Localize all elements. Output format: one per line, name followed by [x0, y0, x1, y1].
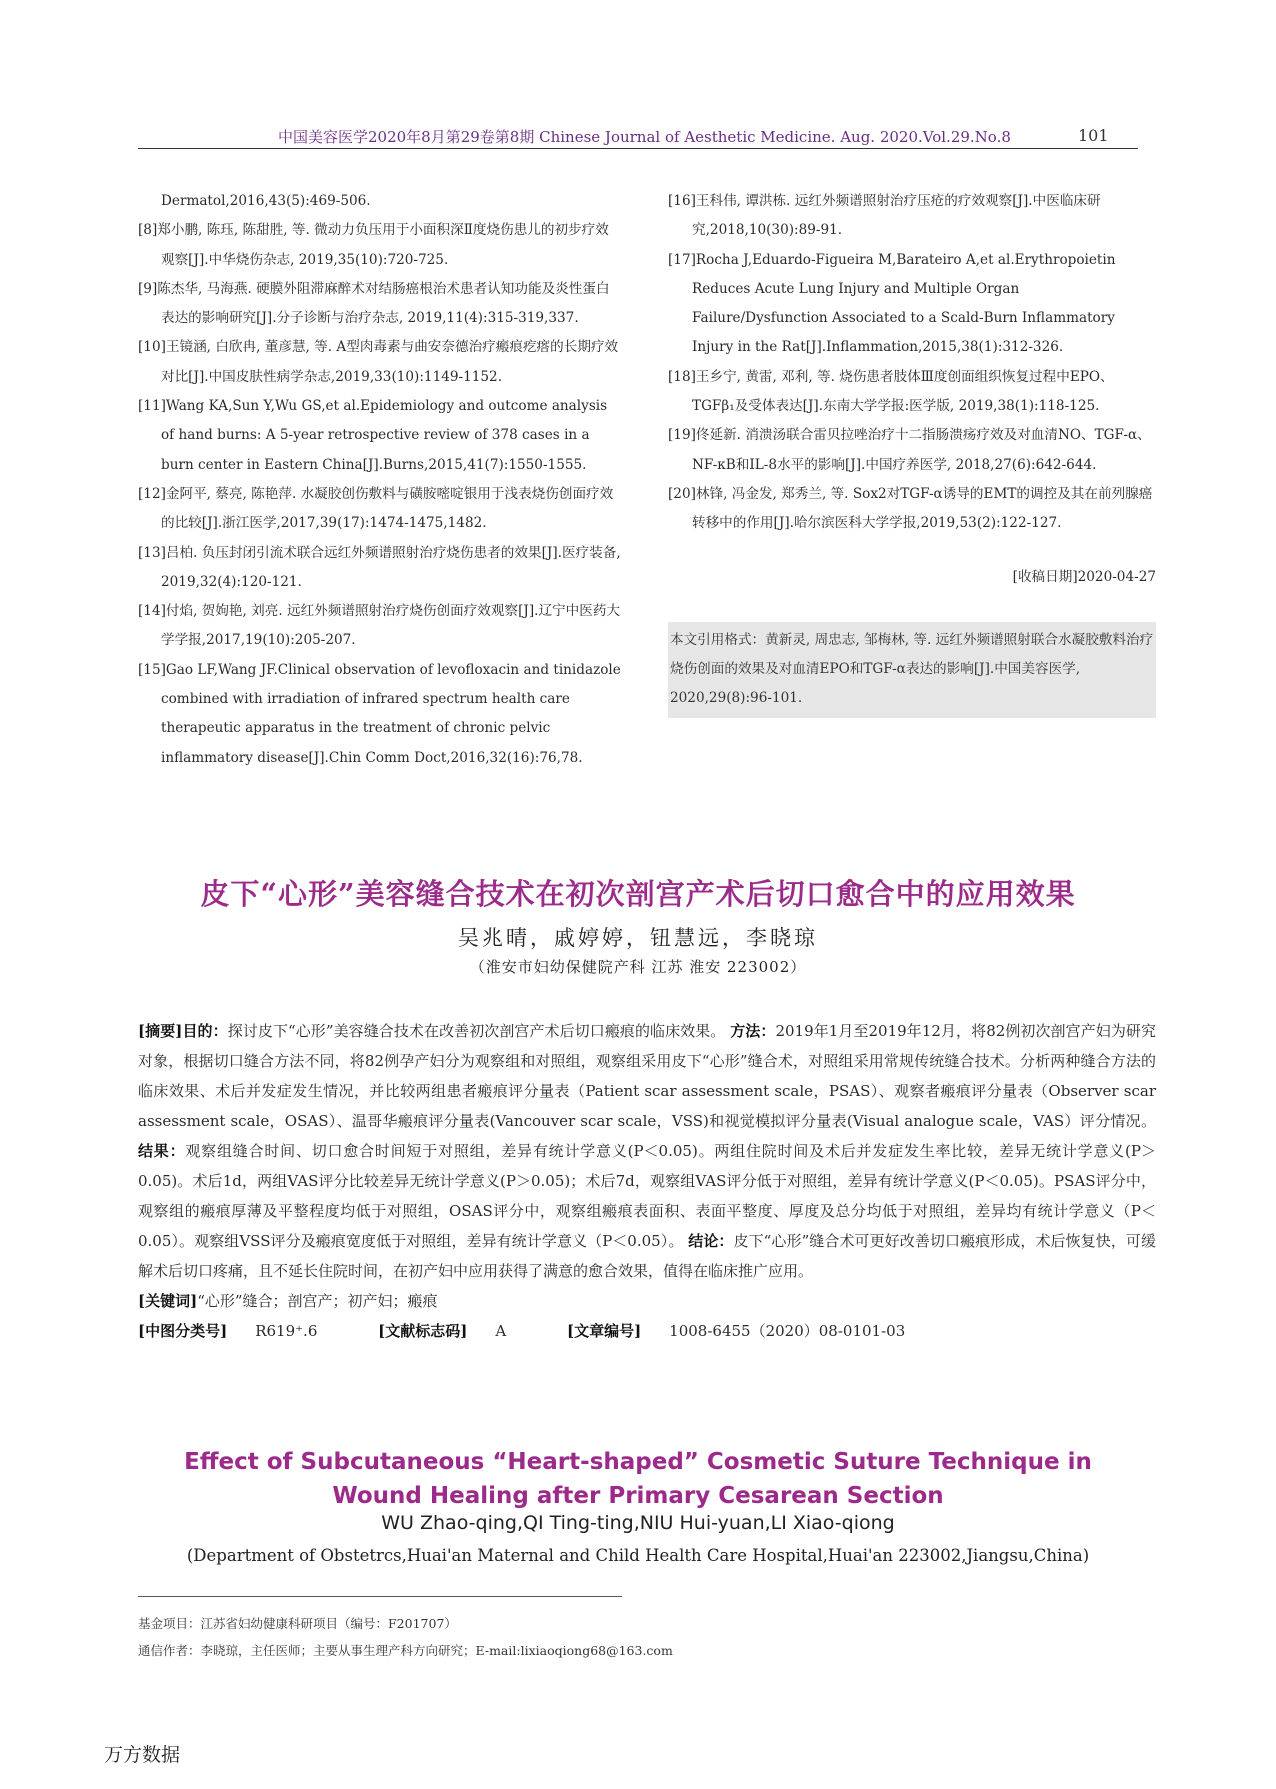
- keywords-line: [138, 1286, 1156, 1316]
- reference-item: [10]王镜涵, 白欣冉, 董彦慧, 等. A型肉毒素与曲安奈德治疗瘢痕疙瘩的长期疗效对比[J].中国皮肤性病学杂志,2019,33(10):1149-1152.: [138, 339, 619, 385]
- article-no-value: 1008-6455（2020）08-0101-03: [669, 1322, 906, 1340]
- reference-item: [11]Wang KA,Sun Y,Wu GS,et al.Epidemiology and outcome analysis of hand burns: A 5-year retrospective review of 378 cases in a burn center in Eastern China[J].Burns,2015,41(7):1550-1555.: [138, 398, 608, 473]
- running-header: [138, 124, 1138, 149]
- footnote-divider: [138, 1596, 622, 1597]
- results-label: 结果：: [138, 1142, 186, 1160]
- clc-value: R619⁺.6: [255, 1322, 318, 1340]
- keywords-label: [关键词]: [138, 1292, 198, 1310]
- keywords-text: “心形”缝合；剖宫产；初产妇；瘢痕: [197, 1292, 438, 1310]
- reference-item: [8]郑小鹏, 陈珏, 陈甜胜, 等. 微动力负压用于小面积深Ⅱ度烧伤患儿的初步疗效观察[J].中华烧伤杂志, 2019,35(10):720-725.: [138, 222, 609, 268]
- objective-text: 探讨皮下“心形”美容缝合技术在改善初次剖宫产术后切口瘢痕的临床效果。: [227, 1022, 726, 1040]
- authors-cn: 吴兆晴，戚婷婷，钮慧远，李晓琼: [458, 926, 818, 950]
- abstract-body: [138, 1016, 1156, 1286]
- article-title-cn: 皮下“心形”美容缝合技术在初次剖宫产术后切口愈合中的应用效果: [200, 877, 1076, 911]
- doc-code-label: [文献标志码]: [378, 1322, 468, 1340]
- correspondence-note: 通信作者：李晓琼，主任医师；主要从事生理产科方向研究；E-mail:lixiaoqiong68@163.com: [138, 1643, 673, 1658]
- doc-code-value: A: [495, 1322, 507, 1340]
- conclusion-label: 结论：: [688, 1232, 734, 1250]
- fund-note: 基金项目：江苏省妇幼健康科研项目（编号：F201707）: [138, 1616, 457, 1631]
- reference-item: [19]佟延新. 消溃汤联合雷贝拉唑治疗十二指肠溃疡疗效及对血清NO、TGF-α、NF-κB和IL-8水平的影响[J].中国疗养医学, 2018,27(6):642-644.: [668, 427, 1151, 473]
- methods-text: 2019年1月至2019年12月，将82例初次剖宫产妇为研究对象，根据切口缝合方法不同，将82例孕产妇分为观察组和对照组，观察组采用皮下“心形”缝合术，对照组采用常规传统缝合技术。分析两种缝合方法的临床效果、术后并发症发生情况，并比较两组患者瘢痕评分量表（Patient scar assessment scale，PSAS）、观察者瘢痕评分量表（Observer scar assessment scale，OSAS）、温哥华瘢痕评分量表(Vancouver scar scale，VSS)和视觉模拟评分量表(Visual analogue scale，VAS）评分情况。: [138, 1022, 1156, 1130]
- affiliation-cn: （淮安市妇幼保健院产科 江苏 淮安 223002）: [469, 958, 807, 976]
- methods-label: 方法：: [730, 1022, 776, 1040]
- clc-label: [中图分类号]: [138, 1322, 228, 1340]
- reference-item: [15]Gao LF,Wang JF.Clinical observation of levofloxacin and tinidazole combined with irradiation of infrared spectrum health care therapeutic apparatus in the treatment of chronic pelvic inflammatory disease[J].Chin Comm Doct,2016,32(16):76,78.: [138, 661, 621, 766]
- references-right-column: [668, 187, 1156, 718]
- journal-header: 中国美容医学2020年8月第29卷第8期 Chinese Journal of Aesthetic Medicine. Aug. 2020.Vol.29.No.8: [278, 128, 1011, 146]
- reference-continuation: Dermatol,2016,43(5):469-506.: [161, 193, 371, 209]
- article-title-en: Effect of Subcutaneous “Heart-shaped” Cosmetic Suture Technique in Wound Healing after Primary Cesarean Section: [184, 1449, 1092, 1509]
- objective-label: 目的：: [182, 1022, 228, 1040]
- classification-line: [138, 1316, 1156, 1346]
- reference-item: [16]王科伟, 谭洪栋. 远红外频谱照射治疗压疮的疗效观察[J].中医临床研究,2018,10(30):89-91.: [668, 193, 1101, 239]
- reference-item: [13]吕柏. 负压封闭引流术联合远红外频谱照射治疗烧伤患者的效果[J].医疗装备, 2019,32(4):120-121.: [138, 544, 621, 590]
- reference-item: [20]林锋, 冯金发, 郑秀兰, 等. Sox2对TGF-α诱导的EMT的调控及其在前列腺癌转移中的作用[J].哈尔滨医科大学学报,2019,53(2):122-127.: [668, 485, 1153, 532]
- reference-item: [12]金阿平, 蔡亮, 陈艳萍. 水凝胶创伤敷料与磺胺嘧啶银用于浅表烧伤创面疗效的比较[J].浙江医学,2017,39(17):1474-1475,1482.: [138, 485, 614, 532]
- abstract: [138, 1016, 1156, 1346]
- affiliation-en: (Department of Obstetrcs,Huai'an Maternal and Child Health Care Hospital,Huai'an 223002,Jiangsu,China): [186, 1546, 1090, 1565]
- conclusion-text: 皮下“心形”缝合术可更好改善切口瘢痕形成，术后恢复快，可缓解术后切口疼痛，且不延长住院时间，在初产妇中应用获得了满意的愈合效果，值得在临床推广应用。: [138, 1232, 1156, 1280]
- page-number: 101: [1078, 126, 1109, 145]
- article-no-label: [文章编号]: [566, 1322, 642, 1340]
- received-date: [收稿日期]2020-04-27: [1012, 568, 1156, 585]
- results-text: 观察组缝合时间、切口愈合时间短于对照组，差异有统计学意义(P＜0.05)。两组住院时间及术后并发症发生率比较，差异无统计学意义(P＞0.05)。术后1d，两组VAS评分比较差异无统计学意义(P＞0.05)；术后7d，观察组VAS评分低于对照组，差异有统计学意义(P＜0.05)。PSAS评分中，观察组的瘢痕厚薄及平整程度均低于对照组，OSAS评分中，观察组瘢痕表面积、表面平整度、厚度及总分均低于对照组，差异均有统计学意义（P＜0.05）。观察组VSS评分及瘢痕宽度低于对照组，差异有统计学意义（P＜0.05）。: [138, 1142, 1156, 1250]
- references-left-column: [138, 187, 622, 773]
- citation-box: 本文引用格式：黄新灵, 周忠志, 邹梅林, 等. 远红外频谱照射联合水凝胶敷料治疗烧伤创面的效果及对血清EPO和TGF-α表达的影响[J].中国美容医学, 2020,29(8):96-101.: [668, 622, 1156, 718]
- footnotes: [138, 1610, 1138, 1664]
- reference-item: [9]陈杰华, 马海燕. 硬膜外阻滞麻醉术对结肠癌根治术患者认知功能及炎性蛋白表达的影响研究[J].分子诊断与治疗杂志, 2019,11(4):315-319,337.: [138, 280, 610, 327]
- wanfang-watermark: 万方数据: [104, 1744, 181, 1766]
- abstract-label: [摘要]: [138, 1022, 183, 1040]
- reference-item: [17]Rocha J,Eduardo-Figueira M,Barateiro A,et al.Erythropoietin Reduces Acute Lung Injury and Multiple Organ Failure/Dysfunction Associated to a Scald-Burn Inflammatory Injury in the Rat[J].Inflammation,2015,38(1):312-326.: [668, 251, 1116, 356]
- authors-en: WU Zhao-qing,QI Ting-ting,NIU Hui-yuan,LI Xiao-qiong: [381, 1512, 895, 1534]
- reference-item: [14]付焰, 贺姁艳, 刘亮. 远红外频谱照射治疗烧伤创面疗效观察[J].辽宁中医药大学学报,2017,19(10):205-207.: [138, 603, 621, 649]
- reference-item: [18]王乡宁, 黄雷, 邓利, 等. 烧伤患者肢体Ⅲ度创面组织恢复过程中EPO、TGFβ₁及受体表达[J].东南大学学报:医学版, 2019,38(1):118-125.: [668, 368, 1114, 415]
